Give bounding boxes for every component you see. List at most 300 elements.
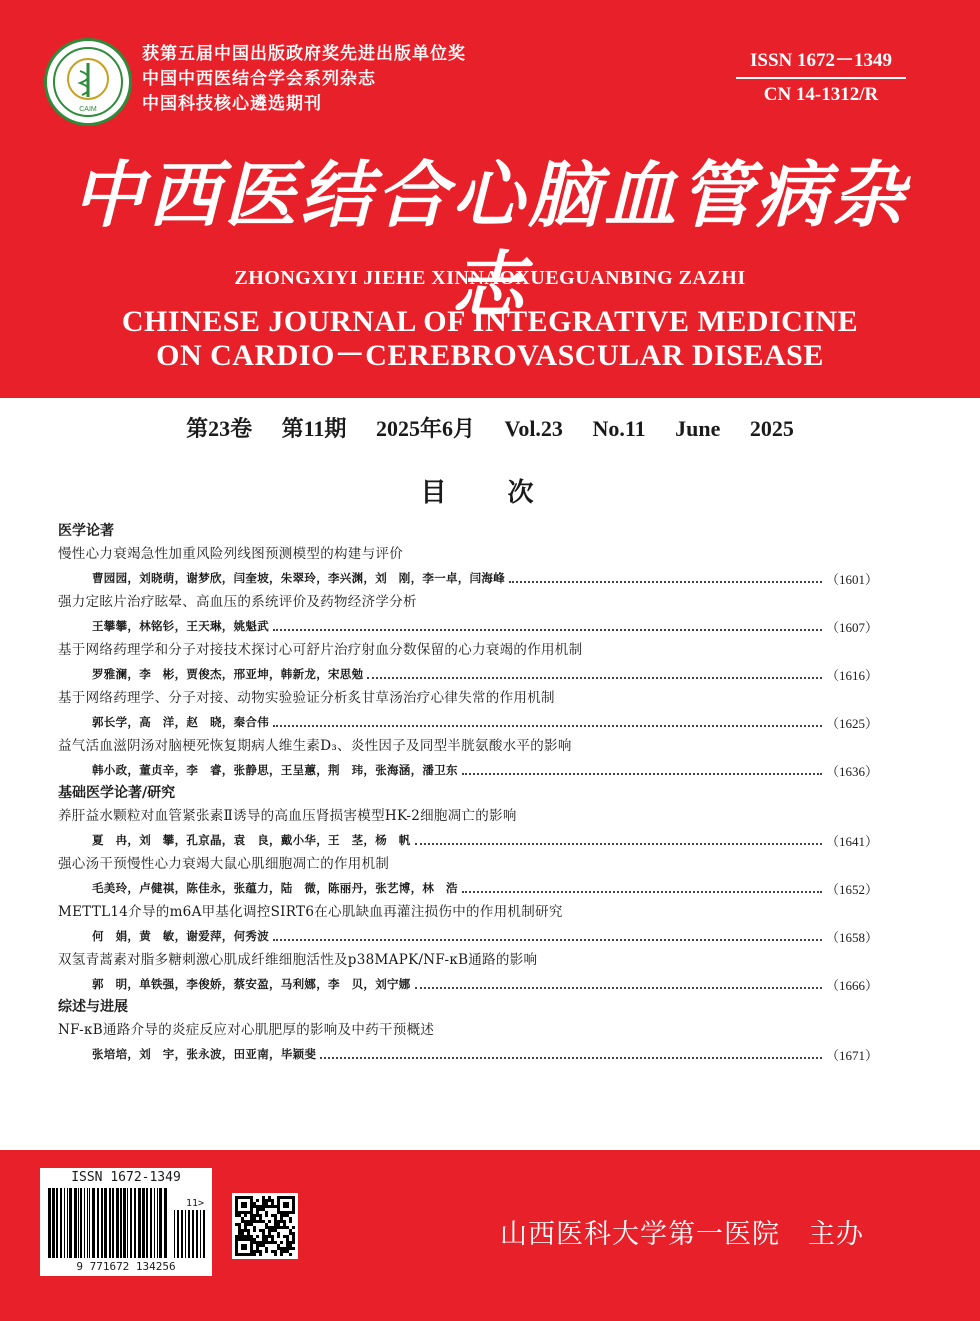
barcode-bar	[159, 1188, 162, 1258]
qr-module	[286, 1235, 289, 1238]
qr-module	[244, 1196, 247, 1199]
article-page: （1636）	[825, 763, 878, 779]
qr-module	[238, 1238, 241, 1241]
article-authors: 毛美玲，卢健祺，陈佳永，张蕴力，陆 微，陈丽丹，张艺博，林 浩	[92, 881, 458, 895]
qr-module	[253, 1241, 256, 1244]
qr-module	[241, 1253, 244, 1256]
leader-dots	[367, 669, 822, 679]
qr-module	[250, 1244, 253, 1247]
qr-module	[286, 1247, 289, 1250]
barcode-bar	[74, 1188, 77, 1258]
qr-module	[253, 1250, 256, 1253]
qr-module	[247, 1253, 250, 1256]
qr-module	[259, 1253, 262, 1256]
qr-module	[262, 1232, 265, 1235]
barcode-issn: ISSN 1672-1349	[71, 1170, 181, 1185]
qr-module	[265, 1247, 268, 1250]
journal-title-en-line2: ON CARDIO－CEREBROVASCULAR DISEASE	[156, 339, 824, 372]
qr-module	[262, 1229, 265, 1232]
qr-module	[289, 1232, 292, 1235]
barcode-bar	[146, 1188, 148, 1258]
article-page: （1666）	[825, 977, 878, 993]
number-en: No.11	[592, 416, 646, 441]
issn-block	[736, 47, 906, 109]
leader-dots	[273, 717, 822, 727]
qr-module	[238, 1196, 241, 1199]
qr-module	[292, 1199, 295, 1202]
qr-module	[235, 1205, 238, 1208]
article-page: （1671）	[825, 1047, 878, 1063]
qr-module	[277, 1205, 280, 1208]
journal-title-en-line1: CHINESE JOURNAL OF INTEGRATIVE MEDICINE	[121, 305, 859, 338]
article-authors: 郭 明，单铁强，李俊娇，蔡安盈，马利娜，李 贝，刘宁娜	[92, 977, 411, 991]
qr-module	[280, 1196, 283, 1199]
qr-module	[289, 1196, 292, 1199]
qr-module	[283, 1247, 286, 1250]
qr-module	[265, 1250, 268, 1253]
qr-module	[247, 1220, 250, 1223]
qr-module	[274, 1229, 277, 1232]
article-title[interactable]: 基于网络药理学、分子对接、动物实验验证分析炙甘草汤治疗心律失常的作用机制	[58, 690, 555, 706]
qr-module	[265, 1202, 268, 1205]
leader-dots	[273, 621, 822, 631]
qr-module	[262, 1238, 265, 1241]
barcode-bar	[142, 1188, 145, 1258]
article-title[interactable]: METTL14介导的m6A甲基化调控SIRT6在心肌缺血再灌注损伤中的作用机制研究	[58, 904, 563, 920]
qr-module	[250, 1223, 253, 1226]
qr-module	[250, 1196, 253, 1199]
qr-module	[253, 1214, 256, 1217]
barcode-bar	[92, 1188, 95, 1258]
qr-module	[244, 1235, 247, 1238]
qr-module	[259, 1250, 262, 1253]
article-title[interactable]: 强力定眩片治疗眩晕、高血压的系统评价及药物经济学分析	[58, 594, 417, 610]
article-page: （1641）	[825, 833, 878, 849]
barcode-bar	[200, 1210, 201, 1258]
barcode-bar	[164, 1188, 167, 1258]
barcode-bar	[134, 1188, 136, 1258]
qr-module	[241, 1244, 244, 1247]
qr-module	[259, 1229, 262, 1232]
qr-module	[256, 1244, 259, 1247]
qr-module	[274, 1253, 277, 1256]
qr-module	[286, 1211, 289, 1214]
qr-module	[271, 1229, 274, 1232]
qr-module	[253, 1220, 256, 1223]
qr-module	[238, 1223, 241, 1226]
article-authors: 张培培，刘 宇，张永波，田亚南，毕颖斐	[92, 1047, 317, 1061]
qr-module	[247, 1211, 250, 1214]
qr-module	[277, 1208, 280, 1211]
leader-dots	[462, 883, 822, 893]
qr-module	[286, 1250, 289, 1253]
qr-module	[244, 1238, 247, 1241]
qr-module	[259, 1214, 262, 1217]
qr-module	[286, 1226, 289, 1229]
qr-module	[250, 1220, 253, 1223]
barcode-bar	[123, 1188, 126, 1258]
qr-module	[271, 1250, 274, 1253]
article-meta	[92, 1042, 878, 1066]
qr-module	[268, 1196, 271, 1199]
article-page: （1658）	[825, 929, 878, 945]
barcode-bar	[56, 1188, 58, 1258]
qr-module	[280, 1250, 283, 1253]
qr-module	[289, 1247, 292, 1250]
barcode-bar	[203, 1210, 205, 1258]
barcode-bar	[87, 1188, 88, 1258]
qr-module	[259, 1244, 262, 1247]
qr-module	[256, 1247, 259, 1250]
article-page: （1607）	[825, 619, 878, 635]
qr-module	[235, 1202, 238, 1205]
qr-module	[283, 1211, 286, 1214]
qr-module	[268, 1235, 271, 1238]
qr-module	[244, 1247, 247, 1250]
qr-module	[277, 1235, 280, 1238]
qr-module	[271, 1199, 274, 1202]
qr-module	[283, 1223, 286, 1226]
qr-module	[280, 1241, 283, 1244]
barcode-bar	[60, 1188, 62, 1258]
qr-module	[265, 1199, 268, 1202]
article-meta	[92, 758, 878, 782]
article-authors: 曹园园，刘晓萌，谢梦欣，闫奎坡，朱翠玲，李兴渊，刘 刚，李一卓，闫海峰	[92, 571, 505, 585]
leader-dots	[273, 931, 822, 941]
barcode-bar	[150, 1188, 152, 1258]
qr-module	[286, 1241, 289, 1244]
article-page: （1625）	[825, 715, 878, 731]
qr-module	[268, 1226, 271, 1229]
qr-module	[238, 1229, 241, 1232]
toc-heading: 目 次	[420, 478, 560, 508]
qr-module	[241, 1217, 244, 1220]
qr-module	[250, 1205, 253, 1208]
qr-module	[244, 1205, 247, 1208]
qr-module	[292, 1235, 295, 1238]
qr-module	[235, 1223, 238, 1226]
qr-module	[262, 1241, 265, 1244]
qr-module	[241, 1232, 244, 1235]
qr-module	[253, 1202, 256, 1205]
qr-module	[244, 1253, 247, 1256]
qr-module	[283, 1205, 286, 1208]
qr-module	[274, 1205, 277, 1208]
cn-number: CN 14-1312/R	[763, 84, 879, 105]
qr-module	[253, 1238, 256, 1241]
qr-module	[262, 1244, 265, 1247]
qr-module	[268, 1199, 271, 1202]
qr-module	[250, 1202, 253, 1205]
qr-module	[244, 1220, 247, 1223]
barcode-bar	[84, 1188, 85, 1258]
article-title[interactable]: 强心汤干预慢性心力衰竭大鼠心肌细胞凋亡的作用机制	[58, 856, 390, 872]
qr-module	[265, 1205, 268, 1208]
qr-module	[256, 1250, 259, 1253]
qr-module	[289, 1241, 292, 1244]
qr-module	[283, 1250, 286, 1253]
qr-module	[262, 1205, 265, 1208]
qr-module	[280, 1253, 283, 1256]
qr-module	[283, 1226, 286, 1229]
qr-module	[247, 1232, 250, 1235]
qr-module	[280, 1247, 283, 1250]
qr-module	[259, 1205, 262, 1208]
article-meta	[92, 710, 878, 734]
qr-module	[277, 1226, 280, 1229]
qr-module	[253, 1229, 256, 1232]
qr-module	[268, 1232, 271, 1235]
qr-module	[253, 1253, 256, 1256]
month-en: June	[675, 416, 721, 441]
table-of-contents	[58, 520, 878, 1066]
volume-cn: 第23卷	[186, 416, 253, 441]
barcode-bar	[174, 1210, 175, 1258]
qr-module	[259, 1220, 262, 1223]
qr-module	[286, 1202, 289, 1205]
barcode-bar	[116, 1188, 119, 1258]
article-authors: 王攀攀，林铭钐，王天琳，姚魁武	[92, 619, 269, 633]
qr-module	[247, 1238, 250, 1241]
qr-module	[280, 1217, 283, 1220]
barcode-bar	[48, 1188, 51, 1258]
qr-module	[235, 1235, 238, 1238]
leader-dots	[462, 765, 822, 775]
qr-module	[292, 1238, 295, 1241]
qr-module	[292, 1208, 295, 1211]
qr-module	[274, 1223, 277, 1226]
year-en: 2025	[749, 416, 794, 441]
qr-module	[244, 1211, 247, 1214]
qr-module	[274, 1241, 277, 1244]
qr-module	[244, 1214, 247, 1217]
barcode-addon: 11>	[185, 1198, 204, 1209]
qr-module	[280, 1211, 283, 1214]
barcode-bar	[80, 1188, 82, 1258]
qr-module	[280, 1226, 283, 1229]
qr-module	[271, 1202, 274, 1205]
qr-module	[262, 1202, 265, 1205]
barcode-bar	[112, 1188, 114, 1258]
qr-module	[238, 1235, 241, 1238]
journal-title-cn: 中西医结合心脑血管病杂志	[71, 152, 908, 327]
qr-module	[292, 1232, 295, 1235]
article-page: （1601）	[825, 571, 878, 587]
qr-module	[235, 1247, 238, 1250]
qr-code[interactable]	[232, 1193, 298, 1259]
barcode	[40, 1168, 212, 1276]
sponsor: 山西医科大学第一医院 主办	[500, 1219, 864, 1250]
qr-module	[250, 1250, 253, 1253]
barcode-bar	[120, 1188, 122, 1258]
qr-module	[280, 1214, 283, 1217]
qr-module	[280, 1220, 283, 1223]
qr-module	[271, 1238, 274, 1241]
qr-module	[244, 1226, 247, 1229]
qr-module	[265, 1241, 268, 1244]
barcode-bar	[78, 1188, 79, 1258]
article-title[interactable]: 基于网络药理学和分子对接技术探讨心可舒片治疗射血分数保留的心力衰竭的作用机制	[58, 642, 583, 658]
qr-module	[235, 1241, 238, 1244]
award-line: 中国科技核心遴选期刊	[142, 94, 322, 114]
qr-module	[250, 1253, 253, 1256]
article-meta	[92, 566, 878, 590]
qr-module	[271, 1205, 274, 1208]
qr-module	[262, 1196, 265, 1199]
qr-module	[259, 1217, 262, 1220]
issue-line	[0, 412, 980, 444]
qr-module	[244, 1229, 247, 1232]
qr-module	[241, 1238, 244, 1241]
qr-module	[235, 1208, 238, 1211]
qr-module	[271, 1226, 274, 1229]
qr-module	[292, 1247, 295, 1250]
qr-module	[277, 1202, 280, 1205]
section-heading: 综述与进展	[58, 999, 128, 1015]
qr-module	[274, 1217, 277, 1220]
qr-module	[244, 1202, 247, 1205]
leader-dots	[415, 979, 822, 989]
qr-module	[256, 1214, 259, 1217]
number-cn: 第11期	[281, 416, 347, 441]
barcode-bar	[192, 1210, 194, 1258]
barcode-bar	[89, 1188, 90, 1258]
qr-module	[286, 1196, 289, 1199]
barcode-bar	[109, 1188, 111, 1258]
qr-module	[268, 1220, 271, 1223]
qr-module	[262, 1208, 265, 1211]
qr-module	[241, 1229, 244, 1232]
qr-module	[262, 1220, 265, 1223]
qr-module	[250, 1235, 253, 1238]
barcode-bar	[185, 1210, 186, 1258]
barcode-bar	[101, 1188, 103, 1258]
qr-module	[277, 1232, 280, 1235]
journal-title-en	[0, 305, 980, 373]
article-page: （1616）	[825, 667, 878, 683]
barcode-bar	[97, 1188, 99, 1258]
article-page: （1652）	[825, 881, 878, 897]
qr-module	[277, 1199, 280, 1202]
barcode-bar	[154, 1188, 155, 1258]
qr-module	[247, 1235, 250, 1238]
qr-module	[265, 1211, 268, 1214]
qr-module	[274, 1226, 277, 1229]
qr-module	[277, 1196, 280, 1199]
barcode-bar	[69, 1188, 72, 1258]
article-authors: 郭长学，高 洋，赵 晓，秦合伟	[92, 715, 269, 729]
barcode-bar	[127, 1188, 128, 1258]
barcode-bar	[64, 1188, 65, 1258]
qr-module	[253, 1217, 256, 1220]
qr-module	[238, 1226, 241, 1229]
qr-module	[241, 1211, 244, 1214]
barcode-bar	[157, 1188, 158, 1258]
qr-module	[247, 1223, 250, 1226]
article-authors: 何 娟，黄 敏，谢爱萍，何秀波	[92, 929, 269, 943]
awards-list	[142, 42, 466, 117]
article-title[interactable]: 双氢青蒿素对脂多糖刺激心肌成纤维细胞活性及p38MAPK/NF-κB通路的影响	[58, 952, 538, 968]
barcode-number: 9 771672 134256	[76, 1260, 176, 1273]
qr-module	[256, 1199, 259, 1202]
qr-module	[292, 1226, 295, 1229]
qr-module	[271, 1214, 274, 1217]
qr-module	[235, 1211, 238, 1214]
qr-module	[244, 1223, 247, 1226]
qr-module	[289, 1229, 292, 1232]
qr-module	[271, 1235, 274, 1238]
header-band	[0, 0, 980, 398]
qr-module	[247, 1196, 250, 1199]
qr-module	[238, 1232, 241, 1235]
qr-module	[235, 1253, 238, 1256]
qr-module	[292, 1211, 295, 1214]
qr-module	[274, 1214, 277, 1217]
qr-module	[241, 1235, 244, 1238]
article-title[interactable]: 慢性心力衰竭急性加重风险列线图预测模型的构建与评价	[58, 546, 403, 562]
qr-module	[265, 1235, 268, 1238]
barcode-bar	[181, 1210, 183, 1258]
section-heading: 医学论著	[58, 523, 114, 539]
journal-title-pinyin: ZHONGXIYI JIEHE XINNAOXUEGUANBING ZAZHI	[234, 267, 746, 289]
qr-module	[283, 1202, 286, 1205]
leader-dots	[509, 573, 822, 583]
qr-module	[262, 1199, 265, 1202]
qr-module	[256, 1241, 259, 1244]
article-title[interactable]: 益气活血滋阴汤对脑梗死恢复期病人维生素D₃、炎性因子及同型半胱氨酸水平的影响	[58, 738, 572, 754]
qr-module	[277, 1244, 280, 1247]
article-meta	[92, 924, 878, 948]
article-meta	[92, 972, 878, 996]
qr-module	[250, 1214, 253, 1217]
qr-module	[250, 1208, 253, 1211]
qr-module	[235, 1238, 238, 1241]
logo-text: CAIM	[79, 106, 97, 113]
qr-module	[292, 1202, 295, 1205]
article-title[interactable]: NF-κB通路介导的炎症反应对心肌肥厚的影响及中药干预概述	[58, 1022, 435, 1038]
barcode-bar	[196, 1210, 198, 1258]
qr-module	[289, 1220, 292, 1223]
award-line: 获第五届中国出版政府奖先进出版单位奖	[142, 44, 466, 64]
leader-dots	[415, 835, 822, 845]
article-meta	[92, 614, 878, 638]
qr-module	[256, 1205, 259, 1208]
barcode-bar	[52, 1188, 55, 1258]
qr-module	[256, 1235, 259, 1238]
qr-module	[238, 1253, 241, 1256]
qr-module	[292, 1241, 295, 1244]
qr-module	[256, 1211, 259, 1214]
qr-module	[283, 1214, 286, 1217]
article-authors: 夏 冉，刘 攀，孔京晶，袁 良，戴小华，王 茎，杨 帆	[92, 833, 411, 847]
qr-module	[268, 1229, 271, 1232]
article-meta	[92, 662, 878, 686]
qr-module	[289, 1211, 292, 1214]
barcode-bar	[138, 1188, 141, 1258]
qr-module	[241, 1220, 244, 1223]
barcode-bar	[188, 1210, 190, 1258]
qr-module	[250, 1211, 253, 1214]
qr-module	[250, 1217, 253, 1220]
date-cn: 2025年6月	[375, 416, 475, 441]
qr-module	[238, 1214, 241, 1217]
qr-module	[271, 1241, 274, 1244]
article-title[interactable]: 养肝益水颗粒对血管紧张素Ⅱ诱导的高血压肾损害模型HK-2细胞凋亡的影响	[58, 808, 517, 824]
qr-module	[256, 1208, 259, 1211]
qr-module	[268, 1205, 271, 1208]
qr-module	[241, 1205, 244, 1208]
qr-module	[235, 1214, 238, 1217]
